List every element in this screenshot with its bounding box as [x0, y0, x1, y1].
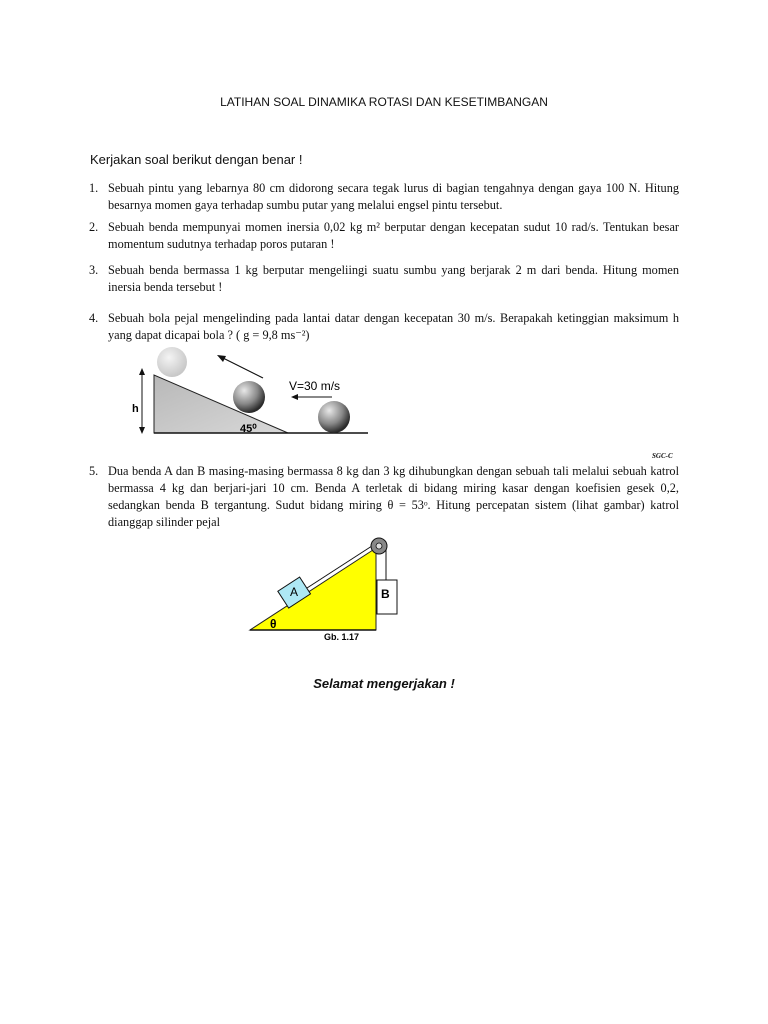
ball-on-ramp	[233, 381, 265, 413]
velocity-label: V=30 m/s	[289, 379, 341, 393]
block-b-label: B	[381, 587, 390, 601]
closing-message: Selamat mengerjakan !	[313, 676, 455, 691]
question-text: Sebuah pintu yang lebarnya 80 cm didorong secara tegak lurus di bagian tengahnya dengan gaya 100 N. Hitung besarnya momen gaya terhadap sumbu putar yang melalui engsel pintu tersebut.	[108, 181, 679, 212]
question-text: Sebuah benda bermassa 1 kg berputar mengeliingi suatu sumbu yang berjarak 2 m dari benda. Hitung momen inersia benda tersebut !	[108, 263, 679, 294]
figure-caption: Gb. 1.17	[324, 632, 360, 642]
page-title: LATIHAN SOAL DINAMIKA ROTASI DAN KESETIMBANGAN	[220, 95, 548, 109]
ball-top-position	[157, 347, 187, 377]
question-number: 3.	[89, 263, 99, 277]
question-number: 5.	[89, 464, 99, 478]
question-text: Sebuah benda mempunyai momen inersia 0,02 kg m² berputar dengan kecepatan sudut 10 rad/s. Tentukan besar momentum sudutnya terhadap poros putaran !	[108, 220, 679, 251]
question-5	[89, 463, 679, 531]
question-text: Sebuah bola pejal mengelinding pada lantai datar dengan kecepatan 30 m/s. Berapakah ketinggian maksimum h yang dapat dicapai bola ? ( g = 9,8 ms⁻²)	[108, 311, 679, 342]
height-label: h	[132, 403, 139, 415]
figure-code-label: SGC-C	[652, 452, 673, 460]
velocity-arrow-head	[291, 394, 298, 400]
question-number: 2.	[89, 220, 99, 234]
question-1	[89, 180, 679, 214]
pulley-axle	[376, 543, 382, 549]
question-text: Dua benda A dan B masing-masing bermassa 8 kg dan 3 kg dihubungkan dengan sebuah tali melalui sebuah katrol bermassa 4 kg dan berjari-jari 10 cm. Benda A terletak di bidang miring kasar dengan koefisien gesek 0,2, sedangkan benda B tergantung. Sudut bidang miring θ = 53ᵒ. Hitung percepatan sistem (lihat gambar) katrol dianggap silinder pejal	[108, 464, 679, 529]
yellow-incline	[250, 548, 376, 630]
angle-label: 45⁰	[240, 423, 257, 435]
ramp-motion-arrow-head	[217, 355, 226, 362]
pulley-incline-figure	[245, 532, 420, 644]
question-number: 4.	[89, 311, 99, 325]
height-arrow-head-bottom	[139, 427, 145, 434]
ball-on-floor	[318, 401, 350, 433]
height-arrow-head-top	[139, 368, 145, 375]
theta-label: θ	[270, 617, 277, 631]
question-2	[89, 219, 679, 253]
incline-ramp	[154, 375, 288, 433]
instructions: Kerjakan soal berikut dengan benar !	[90, 152, 303, 167]
question-number: 1.	[89, 181, 99, 195]
question-3	[89, 262, 679, 296]
question-4	[89, 310, 679, 344]
ramp-motion-arrow	[221, 357, 263, 378]
block-a-label: A	[290, 585, 299, 599]
rolling-ball-figure	[125, 340, 385, 445]
